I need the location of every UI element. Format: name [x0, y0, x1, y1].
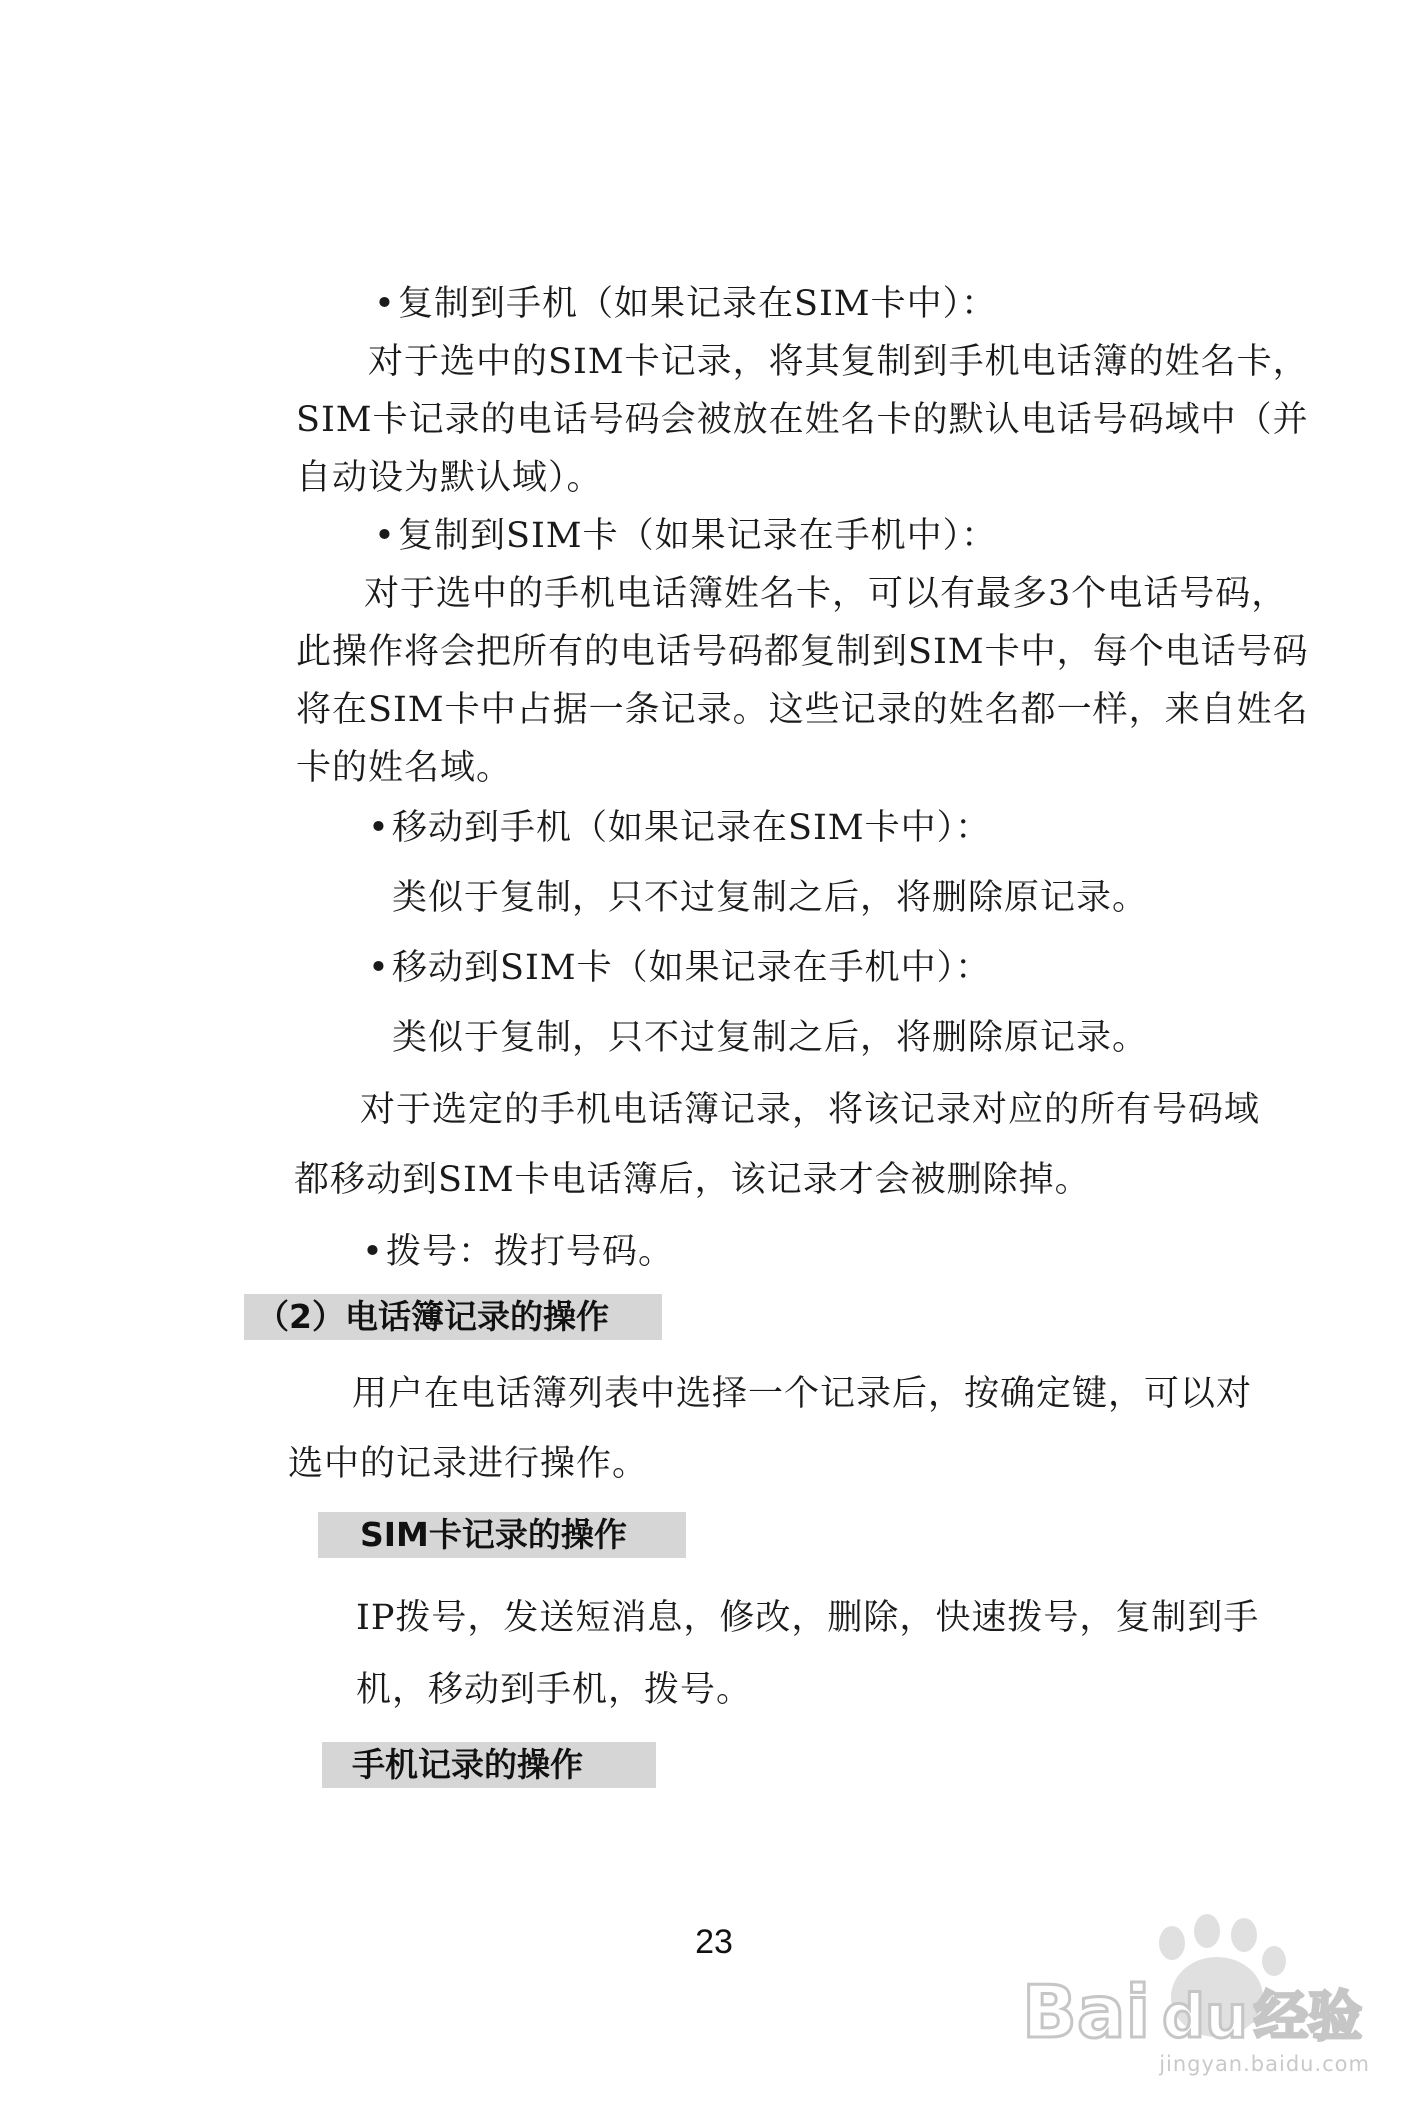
section-header [244, 1294, 662, 1340]
paragraph-line: 选中的记录进行操作。 [288, 1444, 649, 1484]
paragraph-line: 类似于复制，只不过复制之后，将删除原记录。 [392, 1018, 1149, 1058]
paragraph-line: 类似于复制，只不过复制之后，将删除原记录。 [392, 878, 1149, 918]
bullet-move-to-phone [366, 806, 991, 850]
baidu-watermark-url: jingyan.baidu.com [1159, 2052, 1370, 2076]
svg-text:du: du [1162, 1982, 1248, 2052]
bullet-dot: • [362, 1232, 384, 1272]
paragraph-line: SIM卡记录的电话号码会被放在姓名卡的默认电话号码域中（并 [296, 400, 1309, 440]
bullet-copy-to-sim [372, 514, 997, 558]
bullet-text: 移动到SIM卡（如果记录在手机中）： [392, 948, 992, 988]
bullet-dial [360, 1230, 674, 1274]
paragraph-line: 自动设为默认域）。 [296, 458, 603, 498]
paragraph-line: 用户在电话簿列表中选择一个记录后，按确定键，可以对 [352, 1374, 1253, 1414]
bullet-dot: • [374, 516, 396, 556]
bullet-text: 拨号：拨打号码。 [386, 1232, 675, 1272]
paragraph-line: 此操作将会把所有的电话号码都复制到SIM卡中，每个电话号码 [296, 632, 1309, 672]
paragraph-line: 对于选中的SIM卡记录，将其复制到手机电话簿的姓名卡， [368, 342, 1309, 382]
svg-text:Bai: Bai [1022, 1970, 1151, 2054]
paragraph-line: IP拨号，发送短消息，修改，删除，快速拨号，复制到手 [356, 1598, 1260, 1638]
sim-ops-header-text: SIM卡记录的操作 [360, 1515, 627, 1554]
bullet-text: 复制到SIM卡（如果记录在手机中）： [398, 516, 998, 556]
bullet-text: 移动到手机（如果记录在SIM卡中）： [392, 808, 992, 848]
section-header-text: （2）电话簿记录的操作 [256, 1297, 609, 1336]
bullet-dot: • [374, 284, 396, 324]
paragraph-line: 卡的姓名域。 [296, 748, 513, 788]
phone-ops-header [322, 1742, 656, 1788]
bullet-dot: • [368, 948, 390, 988]
svg-text:经验: 经验 [1254, 1985, 1362, 2048]
bullet-dot: • [368, 808, 390, 848]
sim-ops-header [318, 1512, 686, 1558]
bullet-text: 复制到手机（如果记录在SIM卡中）： [398, 284, 998, 324]
paragraph-line: 对于选中的手机电话簿姓名卡，可以有最多3个电话号码， [364, 574, 1288, 614]
phone-ops-header-text: 手机记录的操作 [352, 1745, 583, 1784]
page-number: 23 [695, 1923, 733, 1961]
paragraph-line: 对于选定的手机电话簿记录，将该记录对应的所有号码域 [360, 1090, 1261, 1130]
paragraph-line: 将在SIM卡中占据一条记录。这些记录的姓名都一样，来自姓名 [296, 690, 1309, 730]
bullet-copy-to-phone [372, 282, 997, 326]
paragraph-line: 机，移动到手机，拨号。 [356, 1670, 753, 1710]
paragraph-line: 都移动到SIM卡电话簿后，该记录才会被删除掉。 [294, 1160, 1091, 1200]
bullet-move-to-sim [366, 946, 991, 990]
